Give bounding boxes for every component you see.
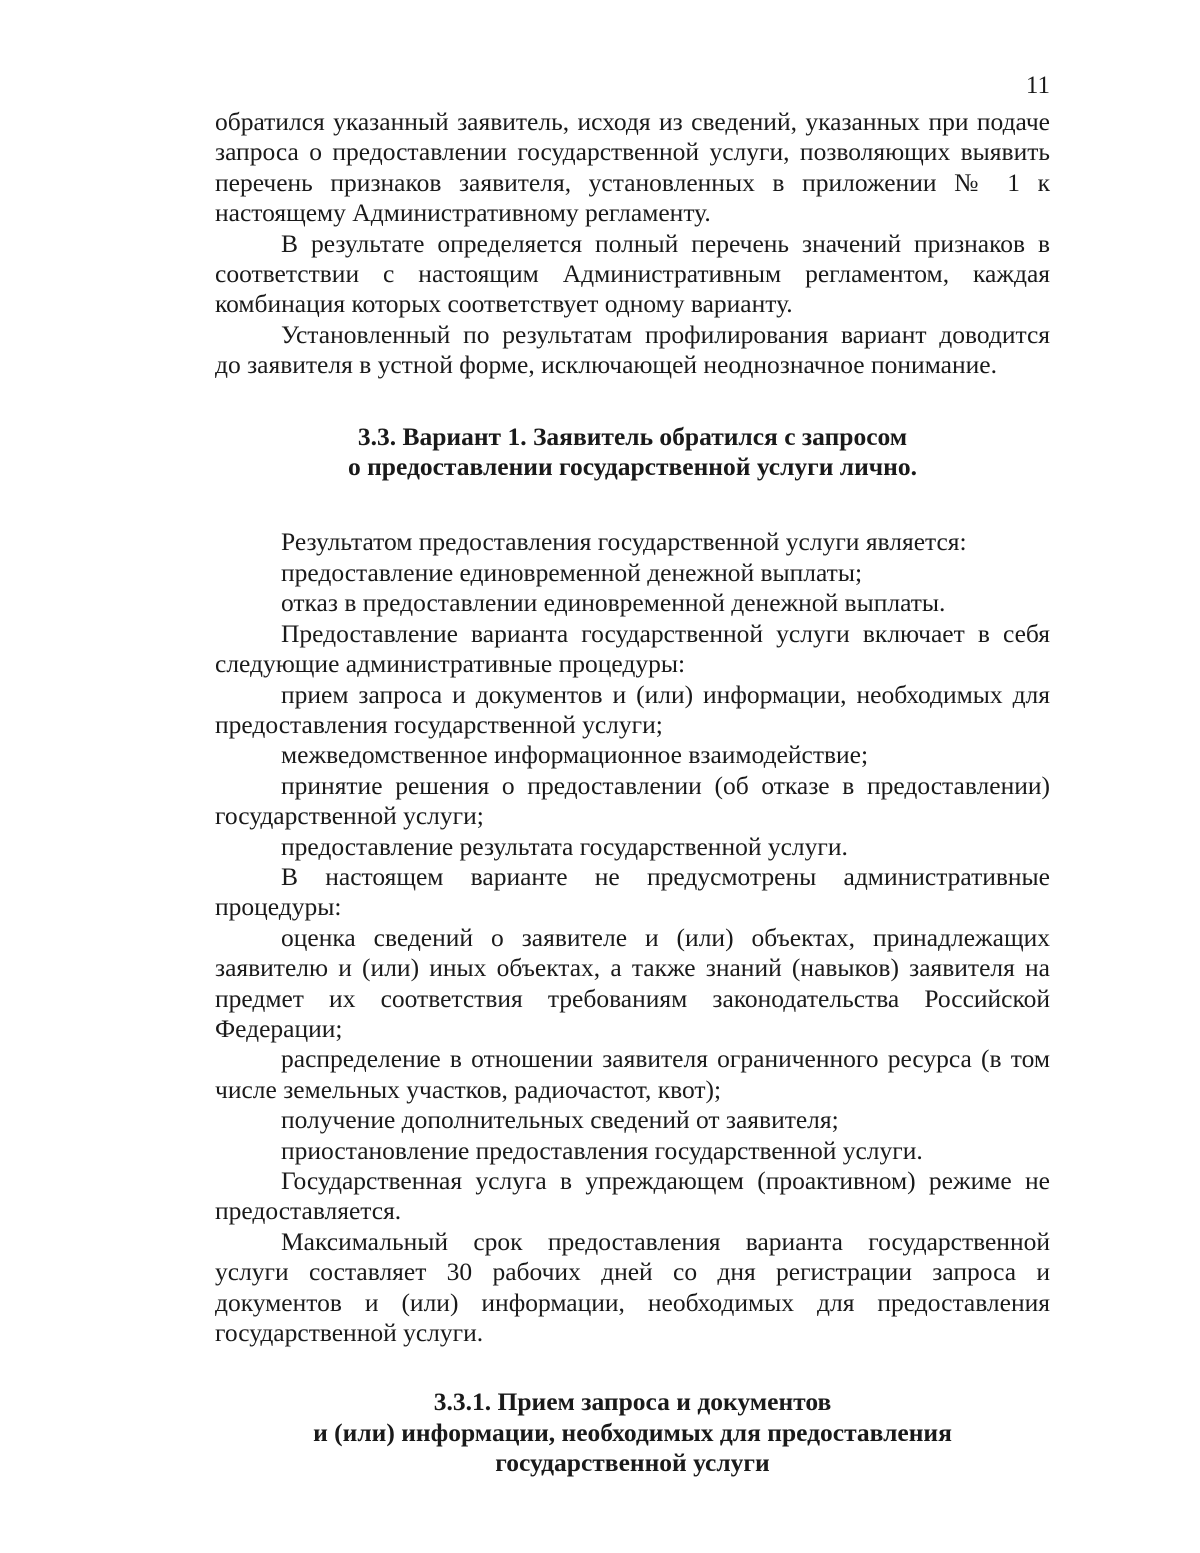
list-item: принятие решения о предоставлении (об отказе в предоставлении) государственной услуги; (215, 770, 1050, 831)
list-item: приостановление предоставления государственной услуги. (281, 1135, 923, 1165)
list-item: распределение в отношении заявителя ограниченного ресурса (в том числе земельных участков, радиочастот, квот); (215, 1044, 1050, 1104)
paragraph: Предоставление варианта государственной услуги включает в себя следующие административные процедуры: (215, 618, 1050, 679)
paragraph: В настоящем варианте не предусмотрены административные процедуры: (215, 861, 1050, 922)
list-item: межведомственное информационное взаимодействие; (281, 740, 869, 770)
paragraph: Установленный по результатам профилирования вариант доводится до заявителя в устной форме, исключающей неоднозначное понимание. (215, 319, 1050, 380)
paragraph: обратился указанный заявитель, исходя из сведений, указанных при подаче запроса о предоставлении государственной услуги, позволяющих выявить перечень признаков заявителя, установленных в приложении № 1 к настоящему Административному регламенту. (215, 107, 1050, 228)
page-number: 11 (1025, 72, 1050, 99)
paragraph: В результате определяется полный перечень значений признаков в соответствии с настоящим Административным регламентом, каждая комбинация которых соответствует одному варианту. (215, 228, 1050, 319)
list-item: предоставление единовременной денежной выплаты; (281, 557, 863, 587)
section-heading-3-3-1 (215, 1387, 1050, 1478)
document-body (215, 107, 1050, 1479)
heading-line: 3.3.1. Прием запроса и документов (433, 1387, 832, 1417)
list-item: получение дополнительных сведений от заявителя; (281, 1105, 839, 1135)
heading-line: 3.3. Вариант 1. Заявитель обратился с запросом (357, 421, 908, 451)
list-item: прием запроса и документов и (или) информации, необходимых для предоставления государственной услуги; (215, 679, 1050, 739)
paragraph: Максимальный срок предоставления варианта государственной услуги составляет 30 рабочих дней со дня регистрации запроса и документов и (или) информации, необходимых для предоставления государственной услуги. (215, 1226, 1050, 1348)
heading-line: и (или) информации, необходимых для предоставления (313, 1417, 952, 1447)
heading-line: о предоставлении государственной услуги лично. (347, 452, 918, 482)
paragraph: Результатом предоставления государственной услуги является: (281, 527, 967, 557)
paragraph: Государственная услуга в упреждающем (проактивном) режиме не предоставляется. (215, 1166, 1050, 1226)
heading-line: государственной услуги (495, 1448, 770, 1478)
list-item: отказ в предоставлении единовременной денежной выплаты. (281, 588, 946, 618)
section-heading-3-3 (215, 422, 1050, 483)
list-item: предоставление результата государственной услуги. (281, 831, 848, 861)
list-item: оценка сведений о заявителе и (или) объектах, принадлежащих заявителю и (или) иных объектах, а также знаний (навыков) заявителя на предмет их соответствия требованиям законодательства Российской Федерации; (215, 922, 1050, 1043)
